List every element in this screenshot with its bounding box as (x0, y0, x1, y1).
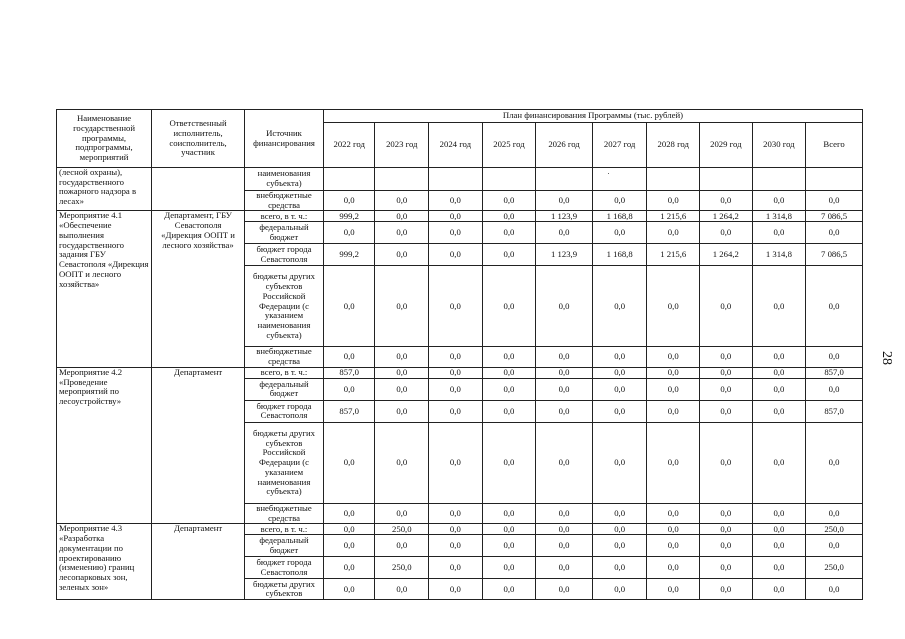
funding-source: всего, в т. ч.: (245, 367, 324, 378)
measure-name: (лесной охраны), государственного пожарного надзора в лесах» (57, 168, 152, 211)
amount-cell: 0,0 (482, 579, 536, 600)
amount-cell: 0,0 (700, 367, 753, 378)
amount-cell: 0,0 (647, 557, 700, 579)
amount-cell: 1 168,8 (592, 211, 647, 222)
amount-cell: 0,0 (700, 266, 753, 347)
amount-cell: 1 215,6 (647, 211, 700, 222)
amount-cell: 0,0 (429, 347, 483, 367)
funding-source: бюджеты других субъектов Российской Федерации (с указанием наименования субъекта) (245, 422, 324, 503)
amount-cell: 0,0 (323, 347, 375, 367)
amount-cell: 0,0 (429, 524, 483, 535)
amount-cell: 0,0 (482, 400, 536, 422)
table-row (57, 168, 863, 191)
amount-cell: 0,0 (647, 535, 700, 557)
amount-cell: 0,0 (375, 422, 429, 503)
amount-cell: 250,0 (375, 524, 429, 535)
amount-cell: 1 168,8 (592, 244, 647, 266)
amount-cell: 0,0 (647, 266, 700, 347)
amount-cell: 0,0 (806, 191, 863, 211)
header-source: Источник финансирования (245, 110, 324, 168)
amount-cell: 0,0 (429, 503, 483, 523)
amount-cell: 0,0 (592, 524, 647, 535)
amount-cell: 0,0 (752, 503, 806, 523)
amount-cell: 0,0 (806, 422, 863, 503)
amount-cell: 0,0 (592, 535, 647, 557)
amount-cell: 0,0 (592, 347, 647, 367)
amount-cell: 0,0 (592, 378, 647, 400)
amount-cell: 0,0 (429, 422, 483, 503)
amount-cell: 0,0 (536, 400, 593, 422)
header-year: Всего (806, 123, 863, 168)
amount-cell: 250,0 (375, 557, 429, 579)
amount-cell (375, 168, 429, 191)
amount-cell: 0,0 (806, 503, 863, 523)
amount-cell: 0,0 (482, 524, 536, 535)
amount-cell: 0,0 (752, 347, 806, 367)
amount-cell: 0,0 (536, 422, 593, 503)
amount-cell: 0,0 (647, 222, 700, 244)
responsible-party: Департамент, ГБУ Севастополя «Дирекция ООПТ и лесного хозяйства» (152, 211, 245, 367)
table-row (57, 211, 863, 222)
amount-cell: 1 215,6 (647, 244, 700, 266)
table-row (57, 367, 863, 378)
amount-cell: 0,0 (647, 367, 700, 378)
amount-cell: 1 123,9 (536, 244, 593, 266)
measure-name: Мероприятие 4.1 «Обеспечение выполнения государственного задания ГБУ Севастополя «Дирекция ООПТ и лесного хозяйства» (57, 211, 152, 367)
funding-source: бюджет города Севастополя (245, 244, 324, 266)
amount-cell (592, 168, 647, 191)
amount-cell: 0,0 (536, 524, 593, 535)
amount-cell: 0,0 (592, 579, 647, 600)
amount-cell: 0,0 (700, 347, 753, 367)
amount-cell: 0,0 (806, 266, 863, 347)
amount-cell: 0,0 (482, 422, 536, 503)
amount-cell (536, 168, 593, 191)
amount-cell: 0,0 (482, 244, 536, 266)
responsible-party: Департамент (152, 524, 245, 600)
amount-cell: 0,0 (752, 222, 806, 244)
funding-source: бюджеты других субъектов (245, 579, 324, 600)
amount-cell: 0,0 (375, 211, 429, 222)
amount-cell: 0,0 (429, 222, 483, 244)
amount-cell: 0,0 (429, 266, 483, 347)
amount-cell: 0,0 (647, 347, 700, 367)
amount-cell: 0,0 (536, 222, 593, 244)
amount-cell: 0,0 (323, 535, 375, 557)
measure-name: Мероприятие 4.3 «Разработка документации по проектированию (изменению) границ лесопарковых зон, зеленых зон» (57, 524, 152, 600)
amount-cell: 999,2 (323, 211, 375, 222)
amount-cell (482, 168, 536, 191)
amount-cell: 0,0 (536, 503, 593, 523)
amount-cell: 0,0 (323, 266, 375, 347)
amount-cell: 0,0 (647, 378, 700, 400)
amount-cell: 0,0 (482, 367, 536, 378)
header-year: 2022 год (323, 123, 375, 168)
header-year: 2030 год (752, 123, 806, 168)
header-year: 2024 год (429, 123, 483, 168)
amount-cell (429, 168, 483, 191)
amount-cell: 0,0 (752, 400, 806, 422)
header-responsible: Ответственный исполнитель, соисполнитель, участник (152, 110, 245, 168)
amount-cell: 0,0 (323, 524, 375, 535)
page-number: 28 (879, 351, 894, 365)
amount-cell: 0,0 (323, 222, 375, 244)
amount-cell: 857,0 (323, 367, 375, 378)
funding-source: бюджеты других субъектов Российской Федерации (с указанием наименования субъекта) (245, 266, 324, 347)
amount-cell: 0,0 (429, 535, 483, 557)
scan-speck (608, 173, 609, 174)
amount-cell: 0,0 (375, 378, 429, 400)
amount-cell: 0,0 (482, 266, 536, 347)
amount-cell: 0,0 (536, 367, 593, 378)
amount-cell: 857,0 (806, 400, 863, 422)
amount-cell: 0,0 (536, 191, 593, 211)
amount-cell: 0,0 (592, 222, 647, 244)
amount-cell (752, 168, 806, 191)
responsible-party: Департамент (152, 367, 245, 523)
amount-cell: 0,0 (375, 244, 429, 266)
amount-cell: 0,0 (323, 579, 375, 600)
amount-cell: 0,0 (536, 535, 593, 557)
funding-source: федеральный бюджет (245, 535, 324, 557)
amount-cell: 0,0 (700, 191, 753, 211)
amount-cell: 0,0 (375, 367, 429, 378)
amount-cell: 0,0 (700, 524, 753, 535)
table-row (57, 524, 863, 535)
amount-cell: 0,0 (323, 503, 375, 523)
amount-cell: 0,0 (700, 579, 753, 600)
amount-cell: 0,0 (592, 557, 647, 579)
measure-name: Мероприятие 4.2 «Проведение мероприятий по лесоустройству» (57, 367, 152, 523)
amount-cell: 0,0 (592, 191, 647, 211)
amount-cell: 0,0 (482, 347, 536, 367)
amount-cell: 0,0 (752, 579, 806, 600)
amount-cell: 0,0 (323, 557, 375, 579)
amount-cell: 0,0 (647, 579, 700, 600)
amount-cell: 0,0 (752, 191, 806, 211)
amount-cell: 0,0 (482, 191, 536, 211)
amount-cell: 0,0 (429, 378, 483, 400)
header-year: 2029 год (700, 123, 753, 168)
amount-cell: 0,0 (806, 222, 863, 244)
amount-cell: 0,0 (592, 503, 647, 523)
amount-cell: 7 086,5 (806, 244, 863, 266)
amount-cell: 250,0 (806, 524, 863, 535)
amount-cell: 0,0 (752, 378, 806, 400)
amount-cell: 0,0 (375, 191, 429, 211)
amount-cell: 0,0 (536, 579, 593, 600)
amount-cell: 0,0 (806, 347, 863, 367)
amount-cell: 1 264,2 (700, 211, 753, 222)
amount-cell: 0,0 (647, 503, 700, 523)
responsible-party (152, 168, 245, 211)
header-year: 2028 год (647, 123, 700, 168)
amount-cell: 0,0 (482, 503, 536, 523)
amount-cell: 857,0 (806, 367, 863, 378)
amount-cell: 0,0 (700, 400, 753, 422)
amount-cell (647, 168, 700, 191)
amount-cell: 0,0 (323, 422, 375, 503)
amount-cell: 1 123,9 (536, 211, 593, 222)
amount-cell: 0,0 (536, 266, 593, 347)
amount-cell: 1 314,8 (752, 211, 806, 222)
amount-cell: 0,0 (592, 266, 647, 347)
financing-table (56, 109, 863, 600)
amount-cell: 0,0 (700, 222, 753, 244)
amount-cell: 0,0 (482, 211, 536, 222)
header-year: 2027 год (592, 123, 647, 168)
amount-cell: 0,0 (700, 535, 753, 557)
funding-source: наименования субъекта) (245, 168, 324, 191)
funding-source: внебюджетные средства (245, 191, 324, 211)
amount-cell: 0,0 (806, 378, 863, 400)
header-name: Наименование государственной программы, подпрограммы, мероприятий (57, 110, 152, 168)
amount-cell: 0,0 (323, 378, 375, 400)
amount-cell (700, 168, 753, 191)
funding-source: всего, в т. ч.: (245, 524, 324, 535)
amount-cell: 0,0 (536, 378, 593, 400)
funding-source: федеральный бюджет (245, 222, 324, 244)
amount-cell: 0,0 (700, 557, 753, 579)
amount-cell: 0,0 (482, 557, 536, 579)
amount-cell: 0,0 (752, 367, 806, 378)
header-plan: План финансирования Программы (тыс. рублей) (323, 110, 862, 123)
amount-cell: 0,0 (323, 191, 375, 211)
funding-source: всего, в т. ч.: (245, 211, 324, 222)
amount-cell: 0,0 (752, 557, 806, 579)
amount-cell: 0,0 (429, 367, 483, 378)
amount-cell: 0,0 (429, 557, 483, 579)
amount-cell: 0,0 (429, 191, 483, 211)
amount-cell: 0,0 (592, 400, 647, 422)
amount-cell: 0,0 (536, 557, 593, 579)
amount-cell: 0,0 (592, 367, 647, 378)
amount-cell: 0,0 (482, 535, 536, 557)
funding-source: бюджет города Севастополя (245, 400, 324, 422)
funding-source: федеральный бюджет (245, 378, 324, 400)
funding-source: бюджет города Севастополя (245, 557, 324, 579)
amount-cell: 0,0 (700, 378, 753, 400)
funding-source: внебюджетные средства (245, 347, 324, 367)
amount-cell: 0,0 (752, 422, 806, 503)
amount-cell: 0,0 (752, 266, 806, 347)
amount-cell: 0,0 (700, 422, 753, 503)
amount-cell: 0,0 (700, 503, 753, 523)
amount-cell: 0,0 (536, 347, 593, 367)
amount-cell: 0,0 (647, 422, 700, 503)
amount-cell: 0,0 (375, 400, 429, 422)
amount-cell: 7 086,5 (806, 211, 863, 222)
amount-cell: 0,0 (592, 422, 647, 503)
header-year: 2023 год (375, 123, 429, 168)
amount-cell: 0,0 (752, 524, 806, 535)
amount-cell: 999,2 (323, 244, 375, 266)
amount-cell: 0,0 (482, 378, 536, 400)
amount-cell: 0,0 (429, 211, 483, 222)
amount-cell: 250,0 (806, 557, 863, 579)
amount-cell: 0,0 (647, 524, 700, 535)
funding-source: внебюджетные средства (245, 503, 324, 523)
header-year: 2026 год (536, 123, 593, 168)
amount-cell: 0,0 (647, 191, 700, 211)
amount-cell: 0,0 (375, 266, 429, 347)
amount-cell: 0,0 (806, 579, 863, 600)
amount-cell: 0,0 (375, 503, 429, 523)
amount-cell (323, 168, 375, 191)
amount-cell: 0,0 (429, 244, 483, 266)
amount-cell: 0,0 (429, 579, 483, 600)
amount-cell: 0,0 (375, 535, 429, 557)
amount-cell: 0,0 (806, 535, 863, 557)
amount-cell: 0,0 (482, 222, 536, 244)
amount-cell: 0,0 (429, 400, 483, 422)
amount-cell: 0,0 (375, 579, 429, 600)
amount-cell: 1 264,2 (700, 244, 753, 266)
header-year: 2025 год (482, 123, 536, 168)
amount-cell (806, 168, 863, 191)
amount-cell: 857,0 (323, 400, 375, 422)
amount-cell: 0,0 (375, 347, 429, 367)
amount-cell: 0,0 (375, 222, 429, 244)
amount-cell: 1 314,8 (752, 244, 806, 266)
amount-cell: 0,0 (647, 400, 700, 422)
amount-cell: 0,0 (752, 535, 806, 557)
